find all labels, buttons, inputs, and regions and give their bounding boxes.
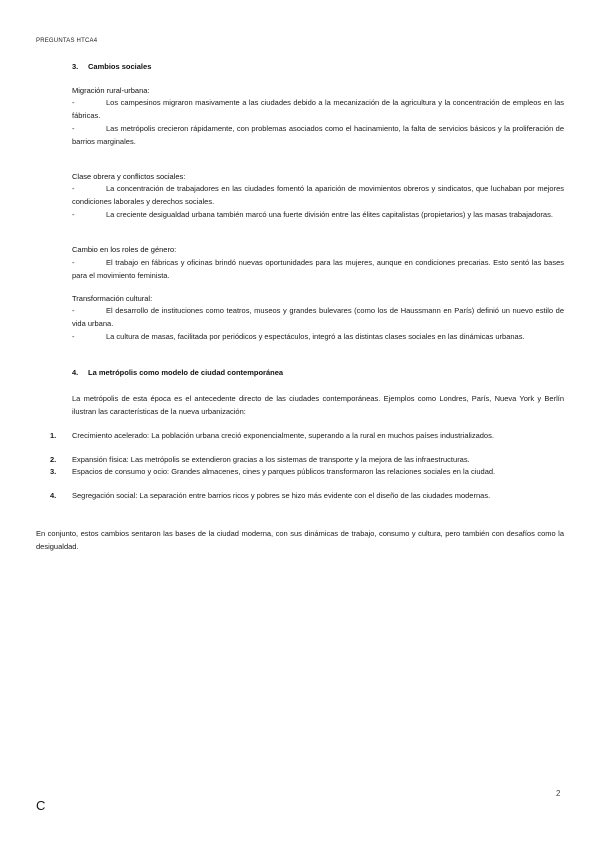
bullet-migracion-1: - Los campesinos migraron masivamente a las ciudades debido a la mecanización de la agricultura y la concentración de empleos en las fábricas. [72,98,564,120]
subheading-migracion: Migración rural-urbana: [72,86,150,95]
page-number: 2 [556,789,561,798]
list-item [50,466,564,478]
list-item-number: 1. [50,431,57,440]
bullet-transformacion-1: - El desarrollo de instituciones como teatros, museos y grandes bulevares (como los de Haussmann en París) definió un nuevo estilo de vida urbana. [72,306,564,328]
bullet-text: La concentración de trabajadores en las ciudades fomentó la aparición de movimientos obreros y sindicatos, que luchaban por mejores condiciones laborales y derechos sociales. [72,184,564,206]
closing-paragraph: En conjunto, estos cambios sentaron las bases de la ciudad moderna, con sus dinámicas de trabajo, consumo y cultura, pero también con desafíos como la desigualdad. [36,529,564,551]
subheading-roles-genero: Cambio en los roles de género: [72,245,177,254]
bullet-text: El trabajo en fábricas y oficinas brindó nuevas oportunidades para las mujeres, aunque en condiciones precarias. Esto sentó las bases para el movimiento feminista. [72,258,564,280]
section-4-heading [72,368,283,377]
list-item-number: 4. [50,491,57,500]
bullet-transformacion-2: - La cultura de masas, facilitada por periódicos y espectáculos, integró a las distintas clases sociales en las dinámicas urbanas. [72,332,525,341]
bullet-migracion-2: - Las metrópolis crecieron rápidamente, con problemas asociados como el hacinamiento, la falta de servicios básicos y la proliferación de barrios marginales. [72,124,564,146]
list-item-text: Segregación social: La separación entre barrios ricos y pobres se hizo más evidente con el diseño de las ciudades modernas. [72,491,491,500]
section-4-intro: La metrópolis de esta época es el antecedente directo de las ciudades contemporáneas. Ejemplos como Londres, París, Nueva York y Berlín ilustran las características de la nueva urbanización: [72,394,564,416]
list-item [50,490,564,502]
list-item-text: Expansión física: Las metrópolis se extendieron gracias a los sistemas de transporte y la mejora de las infraestructuras. [72,455,470,464]
subheading-transformacion: Transformación cultural: [72,294,153,303]
list-item-number: 2. [50,455,57,464]
bullet-roles-genero-1: - El trabajo en fábricas y oficinas brindó nuevas oportunidades para las mujeres, aunque en condiciones precarias. Esto sentó las bases para el movimiento feminista. [72,258,564,280]
section-3-number: 3. [72,62,79,71]
bullet-text: La creciente desigualdad urbana también marcó una fuerte división entre las élites capitalistas (propietarios) y las masas trabajadoras. [106,210,553,219]
list-item-text: Espacios de consumo y ocio: Grandes almacenes, cines y parques públicos transformaron las relaciones sociales en la ciudad. [72,467,496,476]
list-item-text: Crecimiento acelerado: La población urbana creció exponencialmente, superando a la rural en muchos países industrializados. [72,431,494,440]
list-item [50,454,564,466]
bullet-text: La cultura de masas, facilitada por periódicos y espectáculos, integró a las distintas clases sociales en las dinámicas urbanas. [106,332,525,341]
bullet-text: Los campesinos migraron masivamente a las ciudades debido a la mecanización de la agricultura y la concentración de empleos en las fábricas. [72,98,564,120]
bullet-clase-obrera-1: - La concentración de trabajadores en las ciudades fomentó la aparición de movimientos obreros y sindicatos, que luchaban por mejores condiciones laborales y derechos sociales. [72,184,564,206]
section-3-title: Cambios sociales [88,62,152,71]
section-4-title: La metrópolis como modelo de ciudad contemporánea [88,368,284,377]
subheading-clase-obrera: Clase obrera y conflictos sociales: [72,172,186,181]
bullet-text: Las metrópolis crecieron rápidamente, con problemas asociados como el hacinamiento, la falta de servicios básicos y la proliferación de barrios marginales. [72,124,564,146]
section-3-heading [72,62,151,71]
bullet-text: El desarrollo de instituciones como teatros, museos y grandes bulevares (como los de Haussmann en París) definió un nuevo estilo de vida urbana. [72,306,564,328]
list-item-number: 3. [50,467,57,476]
section-4-number: 4. [72,368,79,377]
bullet-clase-obrera-2: - La creciente desigualdad urbana también marcó una fuerte división entre las élites capitalistas (propietarios) y las masas trabajadoras. [72,210,553,219]
list-item [50,430,564,442]
corner-letter: C [36,798,46,813]
document-header-title: PREGUNTAS HTCA4 [36,38,98,44]
